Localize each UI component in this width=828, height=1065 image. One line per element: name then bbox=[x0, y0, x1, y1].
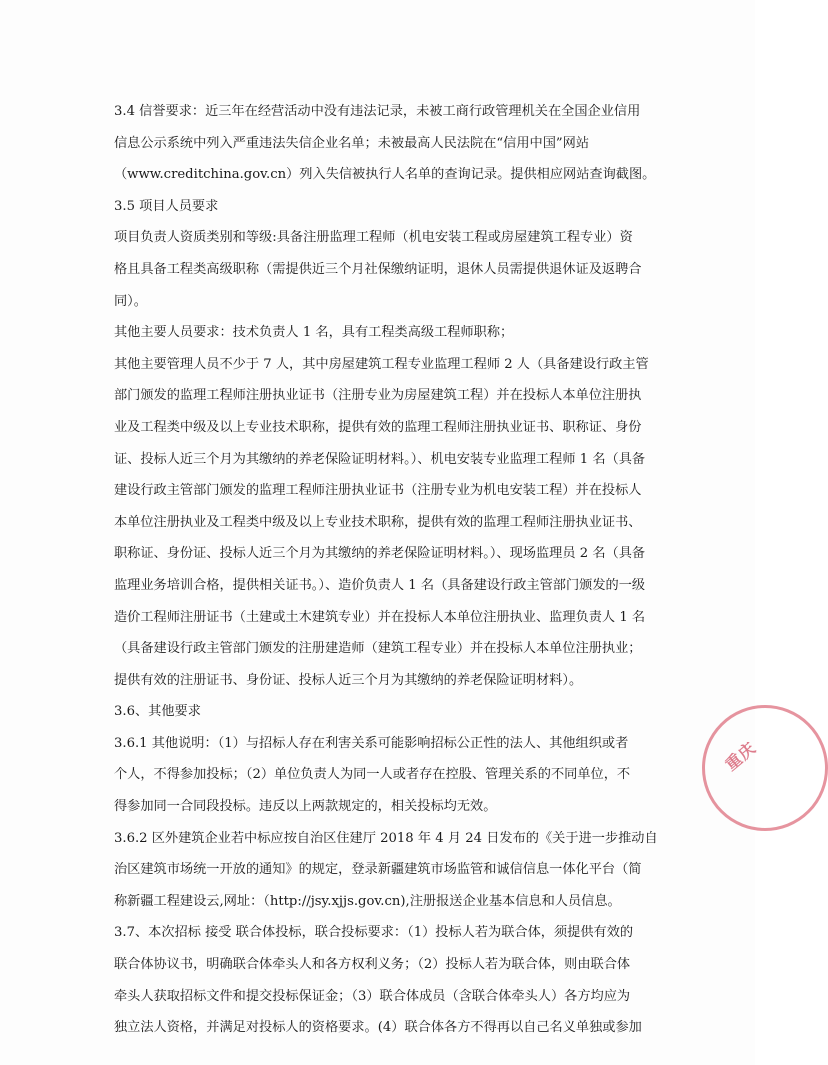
seal-text: 重庆 bbox=[721, 738, 760, 775]
text-line: 建设行政主管部门颁发的监理工程师注册执业证书（注册专业为机电安装工程）并在投标人 bbox=[114, 483, 642, 499]
text-line: 证、投标人近三个月为其缴纳的养老保险证明材料。）、机电安装专业监理工程师 1 名（具备 bbox=[114, 451, 646, 467]
text-line: 得参加同一合同段投标。违反以上两款规定的，相关投标均无效。 bbox=[114, 799, 497, 815]
text-line: 3.6.1 其他说明：（1）与招标人存在利害关系可能影响招标公正性的法人、其他组织或者 bbox=[114, 735, 629, 751]
text-line: 同）。 bbox=[114, 293, 147, 309]
text-line: 项目负责人资质类别和等级:具备注册监理工程师（机电安装工程或房屋建筑工程专业）资 bbox=[114, 230, 633, 246]
text-line: 提供有效的注册证书、身份证、投标人近三个月为其缴纳的养老保险证明材料）。 bbox=[114, 672, 583, 688]
text-line: 3.4 信誉要求：近三年在经营活动中没有违法记录，未被工商行政管理机关在全国企业信用 bbox=[114, 104, 641, 119]
text-line: （www.creditchina.gov.cn）列入失信被执行人名单的查询记录。提供相应网站查询截图。 bbox=[114, 167, 656, 183]
text-line: 职称证、身份证、投标人近三个月为其缴纳的养老保险证明材料。）、现场监理员 2 名（具备 bbox=[114, 546, 646, 562]
text-line: 3.7、本次招标 接受 联合体投标，联合投标要求：（1）投标人若为联合体，须提供有效的 bbox=[114, 925, 634, 941]
text-line: 牵头人获取招标文件和提交投标保证金；（3）联合体成员（含联合体牵头人）各方均应为 bbox=[114, 988, 631, 1004]
text-line: 联合体协议书，明确联合体牵头人和各方权利义务；（2）投标人若为联合体，则由联合体 bbox=[114, 957, 631, 973]
section-heading: 3.6、其他要求 bbox=[114, 704, 201, 720]
text-line: 个人，不得参加投标；（2）单位负责人为同一人或者存在控股、管理关系的不同单位，不 bbox=[114, 767, 631, 783]
text-line: 其他主要管理人员不少于 7 人，其中房屋建筑工程专业监理工程师 2 人（具备建设行政主管 bbox=[114, 356, 649, 372]
section-heading: 3.5 项目人员要求 bbox=[114, 198, 219, 214]
text-line: 本单位注册执业及工程类中级及以上专业技术职称，提供有效的监理工程师注册执业证书、 bbox=[114, 514, 642, 530]
text-line: 部门颁发的监理工程师注册执业证书（注册专业为房屋建筑工程）并在投标人本单位注册执 bbox=[114, 388, 642, 404]
official-seal-stamp bbox=[702, 705, 828, 831]
text-line: （具备建设行政主管部门颁发的注册建造师（建筑工程专业）并在投标人本单位注册执业； bbox=[114, 641, 642, 657]
text-line: 治区建筑市场统一开放的通知》的规定，登录新疆建筑市场监管和诚信信息一体化平台（简 bbox=[114, 862, 642, 878]
text-line: 其他主要人员要求：技术负责人 1 名，具有工程类高级工程师职称； bbox=[114, 325, 514, 341]
text-line: 造价工程师注册证书（土建或土木建筑专业）并在投标人本单位注册执业、监理负责人 1 名 bbox=[114, 609, 646, 625]
text-line: 业及工程类中级及以上专业技术职称，提供有效的监理工程师注册执业证书、职称证、身份 bbox=[114, 419, 642, 435]
text-line: 格且具备工程类高级职称（需提供近三个月社保缴纳证明，退休人员需提供退休证及返聘合 bbox=[114, 261, 642, 277]
text-line: 称新疆工程建设云,网址：（http://jsy.xjjs.gov.cn),注册报送企业基本信息和人员信息。 bbox=[114, 893, 621, 909]
text-line: 3.6.2 区外建筑企业若中标应按自治区住建厅 2018 年 4 月 24 日发布的《关于进一步推动自 bbox=[114, 830, 658, 846]
document-body bbox=[114, 96, 658, 1044]
text-line: 信息公示系统中列入严重违法失信企业名单；未被最高人民法院在“信用中国”网站 bbox=[114, 135, 590, 151]
text-line: 监理业务培训合格，提供相关证书。）、造价负责人 1 名（具备建设行政主管部门颁发的一级 bbox=[114, 577, 646, 593]
text-line: 独立法人资格，并满足对投标人的资格要求。(4）联合体各方不得再以自己名义单独或参加 bbox=[114, 1020, 642, 1036]
